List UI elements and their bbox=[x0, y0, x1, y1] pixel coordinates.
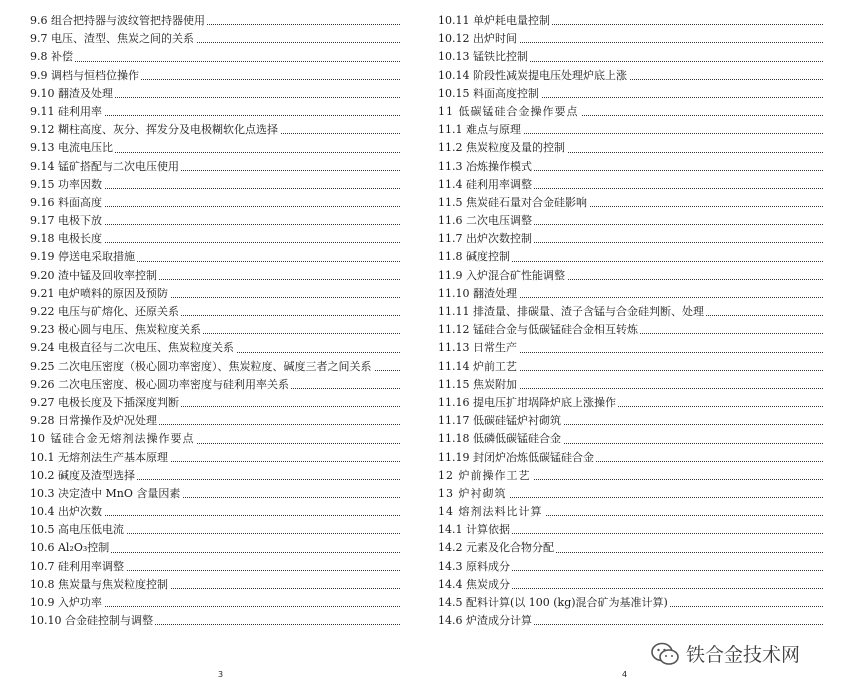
toc-entry[interactable] bbox=[30, 30, 400, 48]
toc-entry[interactable] bbox=[30, 503, 400, 521]
toc-entry[interactable] bbox=[438, 194, 823, 212]
toc-entry-label: 9.23 极心圆与电压、焦炭粒度关系 bbox=[30, 323, 201, 337]
toc-entry[interactable] bbox=[438, 539, 823, 557]
toc-entry-label: 10.4 出炉次数 bbox=[30, 505, 102, 519]
toc-entry-label: 9.25 二次电压密度（极心圆功率密度）、焦炭粒度、碱度三者之间关系 bbox=[30, 359, 372, 373]
toc-entry-label: 10.12 出炉时间 bbox=[438, 32, 517, 46]
toc-entry[interactable] bbox=[30, 176, 400, 194]
toc-entry-label: 11.1 难点与原理 bbox=[438, 123, 521, 137]
watermark bbox=[650, 640, 800, 667]
toc-entry-label: 11.7 出炉次数控制 bbox=[438, 232, 532, 246]
toc-entry-label: 14.5 配料计算(以 100 (kg)混合矿为基准计算) bbox=[438, 596, 668, 609]
toc-entry-label: 10.10 合金硅控制与调整 bbox=[30, 614, 153, 628]
toc-entry[interactable] bbox=[30, 85, 400, 103]
toc-entry-label: 11.2 焦炭粒度及量的控制 bbox=[438, 141, 565, 155]
toc-entry-label: 11.10 翻渣处理 bbox=[438, 286, 517, 300]
toc-entry-label: 10.3 决定渣中 MnO 含量因素 bbox=[30, 486, 181, 500]
toc-entry-label: 11.14 炉前工艺 bbox=[438, 359, 517, 373]
toc-entry[interactable] bbox=[438, 467, 823, 485]
toc-entry[interactable] bbox=[438, 558, 823, 576]
toc-entry[interactable] bbox=[438, 521, 823, 539]
toc-entry-label: 9.15 功率因数 bbox=[30, 177, 102, 191]
toc-entry[interactable] bbox=[30, 412, 400, 430]
toc-entry-label: 11.18 低磷低碳锰硅合金 bbox=[438, 432, 561, 446]
toc-entry-label: 11.19 封闭炉冶炼低碳锰硅合金 bbox=[438, 450, 594, 464]
toc-entry[interactable] bbox=[438, 339, 823, 357]
toc-entry[interactable] bbox=[438, 267, 823, 285]
toc-entry-label: 10.2 碱度及渣型选择 bbox=[30, 468, 135, 482]
toc-entry[interactable] bbox=[438, 67, 823, 85]
toc-entry[interactable] bbox=[438, 12, 823, 30]
page-number: 4 bbox=[622, 670, 628, 679]
toc-entry[interactable] bbox=[30, 539, 400, 557]
toc-right bbox=[438, 12, 823, 630]
toc-entry[interactable] bbox=[438, 503, 823, 521]
toc-entry-label: 9.19 停送电采取措施 bbox=[30, 250, 135, 264]
toc-entry-label: 14.1 计算依据 bbox=[438, 523, 510, 537]
watermark-text: 铁合金技术网 bbox=[686, 644, 801, 666]
toc-entry-label: 11.15 焦炭附加 bbox=[438, 377, 517, 391]
toc-entry-label: 9.26 二次电压密度、极心圆功率密度与硅利用率关系 bbox=[30, 377, 289, 391]
toc-entry[interactable] bbox=[438, 612, 823, 630]
toc-entry-label: 11.12 锰硅合金与低碳锰硅合金相互转炼 bbox=[438, 323, 638, 337]
toc-entry[interactable] bbox=[30, 139, 400, 157]
toc-entry-label: 9.18 电极长度 bbox=[30, 232, 102, 246]
toc-entry[interactable] bbox=[30, 449, 400, 467]
right-page bbox=[420, 0, 841, 694]
toc-entry-label: 9.7 电压、渣型、焦炭之间的关系 bbox=[30, 32, 194, 46]
toc-entry-label: 9.12 糊柱高度、灰分、挥发分及电极糊软化点选择 bbox=[30, 123, 278, 137]
toc-entry[interactable] bbox=[438, 394, 823, 412]
toc-entry-label: 10.14 阶段性减炭提电压处理炉底上涨 bbox=[438, 68, 627, 82]
wechat-icon bbox=[650, 641, 680, 667]
toc-entry[interactable] bbox=[438, 85, 823, 103]
toc-entry[interactable] bbox=[438, 30, 823, 48]
toc-entry[interactable] bbox=[30, 212, 400, 230]
toc-entry[interactable] bbox=[30, 230, 400, 248]
toc-entry[interactable] bbox=[438, 48, 823, 66]
left-page bbox=[0, 0, 420, 694]
toc-entry-label: 11.4 硅利用率调整 bbox=[438, 177, 532, 191]
toc-entry-label: 9.11 硅利用率 bbox=[30, 104, 102, 118]
toc-entry-label: 9.27 电极长度及下插深度判断 bbox=[30, 395, 179, 409]
toc-entry-label: 10.11 单炉耗电量控制 bbox=[438, 14, 550, 27]
toc-entry-label: 11.16 提电压扩坩埚降炉底上涨操作 bbox=[438, 395, 616, 409]
toc-entry-label: 14.6 炉渣成分计算 bbox=[438, 614, 532, 628]
toc-entry[interactable] bbox=[438, 321, 823, 339]
toc-entry[interactable] bbox=[438, 230, 823, 248]
toc-entry-label: 14.2 元素及化合物分配 bbox=[438, 541, 554, 555]
toc-entry-label: 9.10 翻渣及处理 bbox=[30, 86, 113, 100]
toc-entry-label: 14 熔剂法料比计算 bbox=[438, 505, 543, 519]
toc-entry[interactable] bbox=[30, 376, 400, 394]
toc-entry[interactable] bbox=[438, 430, 823, 448]
toc-entry-label: 10 锰硅合金无熔剂法操作要点 bbox=[30, 432, 195, 446]
toc-entry[interactable] bbox=[438, 103, 823, 121]
toc-entry-label: 11.3 冶炼操作模式 bbox=[438, 159, 532, 173]
toc-entry-label: 11 低碳锰硅合金操作要点 bbox=[438, 104, 579, 118]
toc-entry-label: 9.13 电流电压比 bbox=[30, 141, 113, 155]
toc-entry-label: 9.6 组合把持器与波纹管把持器使用 bbox=[30, 14, 205, 27]
toc-entry-label: 9.16 料面高度 bbox=[30, 195, 102, 209]
toc-entry[interactable] bbox=[30, 285, 400, 303]
toc-entry-label: 11.11 排渣量、排碳量、渣子含锰与合金硅判断、处理 bbox=[438, 305, 704, 318]
toc-entry[interactable] bbox=[30, 485, 400, 503]
toc-left bbox=[30, 12, 400, 630]
toc-entry[interactable] bbox=[30, 467, 400, 485]
toc-entry[interactable] bbox=[438, 121, 823, 139]
toc-entry-label: 9.21 电炉喷料的原因及预防 bbox=[30, 286, 168, 300]
toc-entry[interactable] bbox=[30, 321, 400, 339]
toc-entry[interactable] bbox=[30, 594, 400, 612]
toc-entry[interactable] bbox=[30, 558, 400, 576]
toc-entry[interactable] bbox=[438, 176, 823, 194]
toc-entry[interactable] bbox=[30, 521, 400, 539]
toc-entry[interactable] bbox=[30, 394, 400, 412]
toc-entry-label: 10.15 料面高度控制 bbox=[438, 86, 539, 100]
toc-entry[interactable] bbox=[30, 303, 400, 321]
toc-entry-label: 9.22 电压与矿熔化、还原关系 bbox=[30, 305, 179, 318]
toc-entry[interactable] bbox=[30, 576, 400, 594]
toc-entry-label: 11.8 碱度控制 bbox=[438, 250, 510, 264]
page-number: 3 bbox=[218, 670, 224, 679]
toc-entry[interactable] bbox=[30, 103, 400, 121]
toc-entry-label: 9.24 电极直径与二次电压、焦炭粒度关系 bbox=[30, 341, 234, 355]
toc-entry-label: 12 炉前操作工艺 bbox=[438, 468, 531, 482]
toc-entry-label: 11.9 入炉混合矿性能调整 bbox=[438, 268, 565, 282]
toc-entry-label: 11.17 低碳硅锰炉衬砌筑 bbox=[438, 414, 561, 428]
toc-entry-label: 10.13 锰铁比控制 bbox=[438, 50, 528, 64]
toc-entry-label: 10.7 硅利用率调整 bbox=[30, 559, 124, 573]
toc-entry[interactable] bbox=[438, 248, 823, 266]
toc-entry[interactable] bbox=[30, 248, 400, 266]
toc-entry-label: 9.9 调档与恒档位操作 bbox=[30, 68, 139, 82]
toc-entry-label: 13 炉衬砌筑 bbox=[438, 486, 507, 500]
toc-entry-label: 11.5 焦炭硅石量对合金硅影响 bbox=[438, 195, 587, 209]
toc-entry[interactable] bbox=[438, 576, 823, 594]
toc-entry-label: 10.6 Al₂O₃控制 bbox=[30, 541, 110, 555]
toc-entry[interactable] bbox=[438, 449, 823, 467]
toc-entry[interactable] bbox=[30, 12, 400, 30]
toc-entry[interactable] bbox=[30, 339, 400, 357]
toc-entry[interactable] bbox=[438, 139, 823, 157]
toc-entry[interactable] bbox=[30, 48, 400, 66]
toc-entry[interactable] bbox=[30, 67, 400, 85]
toc-entry[interactable] bbox=[438, 412, 823, 430]
toc-entry[interactable] bbox=[438, 303, 823, 321]
toc-entry[interactable] bbox=[438, 212, 823, 230]
toc-entry-label: 11.13 日常生产 bbox=[438, 341, 517, 355]
toc-entry-label: 9.20 渣中锰及回收率控制 bbox=[30, 268, 157, 282]
toc-entry[interactable] bbox=[30, 358, 400, 376]
toc-entry[interactable] bbox=[438, 485, 823, 503]
toc-entry[interactable] bbox=[30, 194, 400, 212]
toc-entry[interactable] bbox=[30, 121, 400, 139]
toc-entry[interactable] bbox=[30, 430, 400, 448]
toc-entry-label: 9.14 锰矿搭配与二次电压使用 bbox=[30, 159, 179, 173]
toc-entry[interactable] bbox=[438, 376, 823, 394]
toc-entry[interactable] bbox=[438, 158, 823, 176]
toc-entry-label: 9.17 电极下放 bbox=[30, 214, 102, 228]
toc-entry-label: 10.1 无熔剂法生产基本原理 bbox=[30, 450, 168, 464]
toc-entry-label: 9.28 日常操作及炉况处理 bbox=[30, 414, 157, 428]
toc-entry-label: 9.8 补偿 bbox=[30, 50, 73, 64]
toc-entry-label: 10.5 高电压低电流 bbox=[30, 523, 124, 537]
toc-entry[interactable] bbox=[30, 158, 400, 176]
toc-entry[interactable] bbox=[30, 612, 400, 630]
toc-entry-label: 14.3 原料成分 bbox=[438, 559, 510, 573]
toc-entry[interactable] bbox=[30, 267, 400, 285]
toc-entry[interactable] bbox=[438, 285, 823, 303]
toc-entry[interactable] bbox=[438, 594, 823, 612]
toc-entry-label: 14.4 焦炭成分 bbox=[438, 577, 510, 591]
toc-entry-label: 10.9 入炉功率 bbox=[30, 596, 102, 609]
toc-entry-label: 10.8 焦炭量与焦炭粒度控制 bbox=[30, 577, 168, 591]
toc-entry[interactable] bbox=[438, 358, 823, 376]
toc-entry-label: 11.6 二次电压调整 bbox=[438, 214, 532, 228]
